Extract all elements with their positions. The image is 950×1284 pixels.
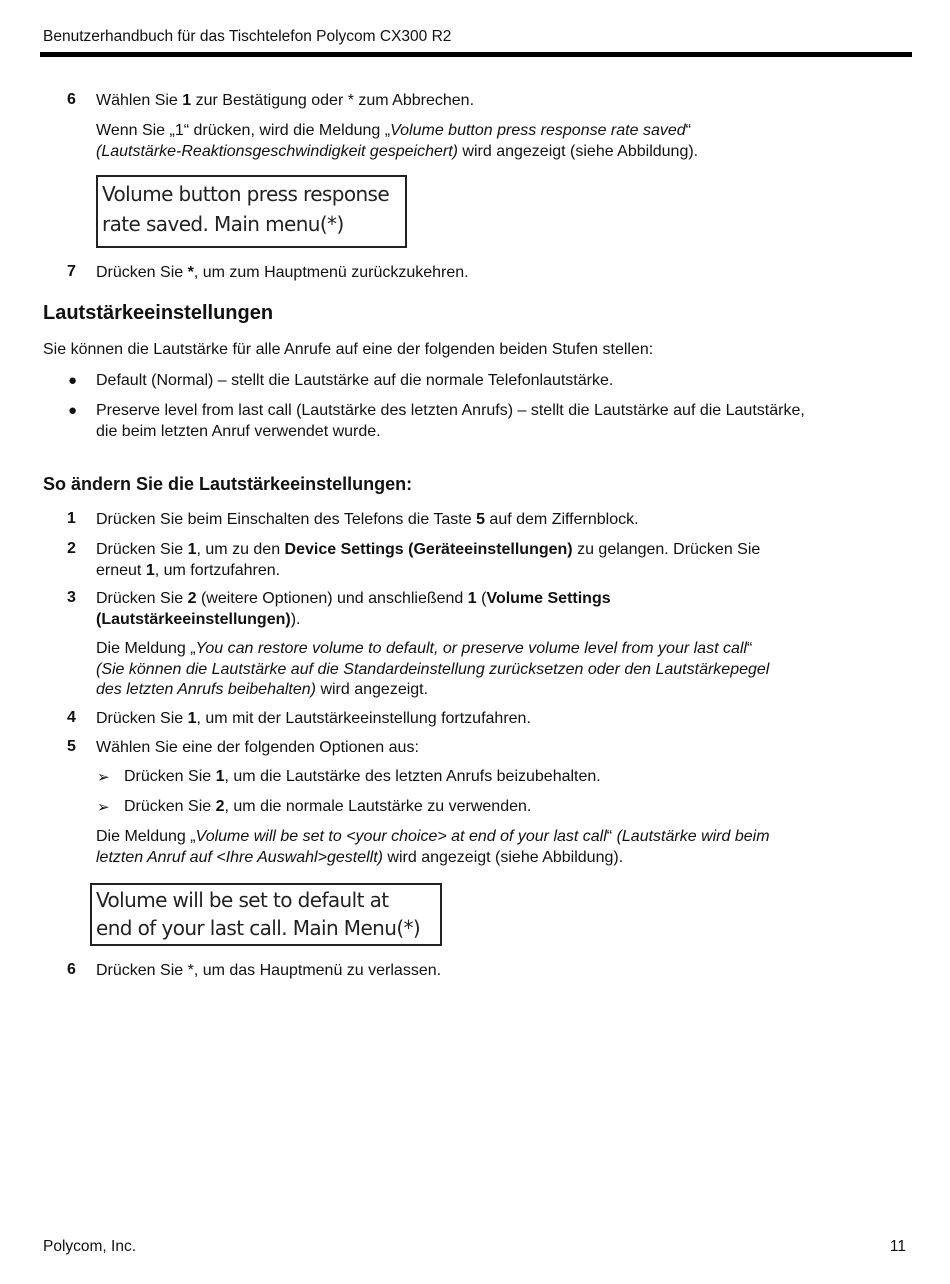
lcd-display-screenshot [90, 883, 442, 946]
section-heading: Lautstärkeeinstellungen [43, 302, 274, 324]
header-rule [40, 52, 912, 57]
option-item: Drücken Sie 2, um die normale Lautstärke zu verwenden. [124, 798, 532, 815]
lcd-line: Volume will be set to default at [96, 888, 389, 912]
arrow-bullet-icon: ➢ [97, 799, 110, 816]
arrow-bullet-icon: ➢ [97, 769, 110, 786]
procedure-heading: So ändern Sie die Lautstärkeeinstellungen: [43, 474, 413, 494]
step-number: 3 [67, 589, 76, 606]
lcd-display-screenshot [96, 175, 407, 248]
lcd-line: Volume button press response [102, 182, 390, 206]
message-paragraph: Die Meldung „You can restore volume to default, or preserve volume level from your last call“ (Sie können die Lautstärke auf die Standardeinstellung zurücksetzen oder den Lautstärkepegel des letzten Anrufs beibehalten) wird angezeigt. [96, 640, 770, 698]
bullet-item: Preserve level from last call (Lautstärke des letzten Anrufs) – stellt die Lautstärke auf die Lautstärke, die beim letzten Anruf verwendet wurde. [96, 402, 805, 440]
step-text: Drücken Sie 2 (weitere Optionen) und anschließend 1 (Volume Settings (Lautstärkeeinstellungen)). [96, 590, 611, 628]
page-header-title: Benutzerhandbuch für das Tischtelefon Polycom CX300 R2 [43, 28, 452, 45]
lcd-line: rate saved. Main menu(*) [102, 212, 344, 236]
step-text: Drücken Sie 1, um mit der Lautstärkeeinstellung fortzufahren. [96, 710, 531, 727]
step-number: 1 [67, 510, 76, 527]
section-intro: Sie können die Lautstärke für alle Anrufe auf eine der folgenden beiden Stufen stellen: [43, 341, 654, 358]
step-number: 5 [67, 738, 76, 755]
message-paragraph: Wenn Sie „1“ drücken, wird die Meldung „Volume button press response rate saved“ (Lautstärke-Reaktionsgeschwindigkeit gespeichert) wird angezeigt (siehe Abbildung). [96, 122, 699, 160]
step-number: 2 [67, 540, 76, 557]
step-number: 6 [67, 91, 76, 108]
step-text: Drücken Sie *, um zum Hauptmenü zurückzukehren. [96, 264, 469, 281]
step-text: Drücken Sie beim Einschalten des Telefons die Taste 5 auf dem Ziffernblock. [96, 511, 639, 528]
footer-company: Polycom, Inc. [43, 1238, 137, 1255]
step-text: Wählen Sie eine der folgenden Optionen aus: [96, 739, 419, 756]
bullet-icon: ● [68, 372, 78, 389]
step-text: Drücken Sie *, um das Hauptmenü zu verlassen. [96, 962, 442, 979]
step-number: 6 [67, 961, 76, 978]
step-number: 4 [67, 709, 76, 726]
step-text: Wählen Sie 1 zur Bestätigung oder * zum Abbrechen. [96, 92, 475, 109]
lcd-line: end of your last call. Main Menu(*) [96, 916, 421, 940]
message-paragraph: Die Meldung „Volume will be set to <your choice> at end of your last call“ (Lautstärke wird beim letzten Anruf auf <Ihre Auswahl>gestellt) wird angezeigt (siehe Abbildung). [96, 828, 770, 866]
option-item: Drücken Sie 1, um die Lautstärke des letzten Anrufs beizubehalten. [124, 768, 601, 785]
bullet-item: Default (Normal) – stellt die Lautstärke auf die normale Telefonlautstärke. [96, 372, 614, 389]
step-text: Drücken Sie 1, um zu den Device Settings (Geräteeinstellungen) zu gelangen. Drücken Sie erneut 1, um fortzufahren. [96, 541, 761, 579]
bullet-icon: ● [68, 402, 78, 419]
footer-page-number: 11 [889, 1238, 906, 1255]
step-number: 7 [67, 263, 76, 280]
